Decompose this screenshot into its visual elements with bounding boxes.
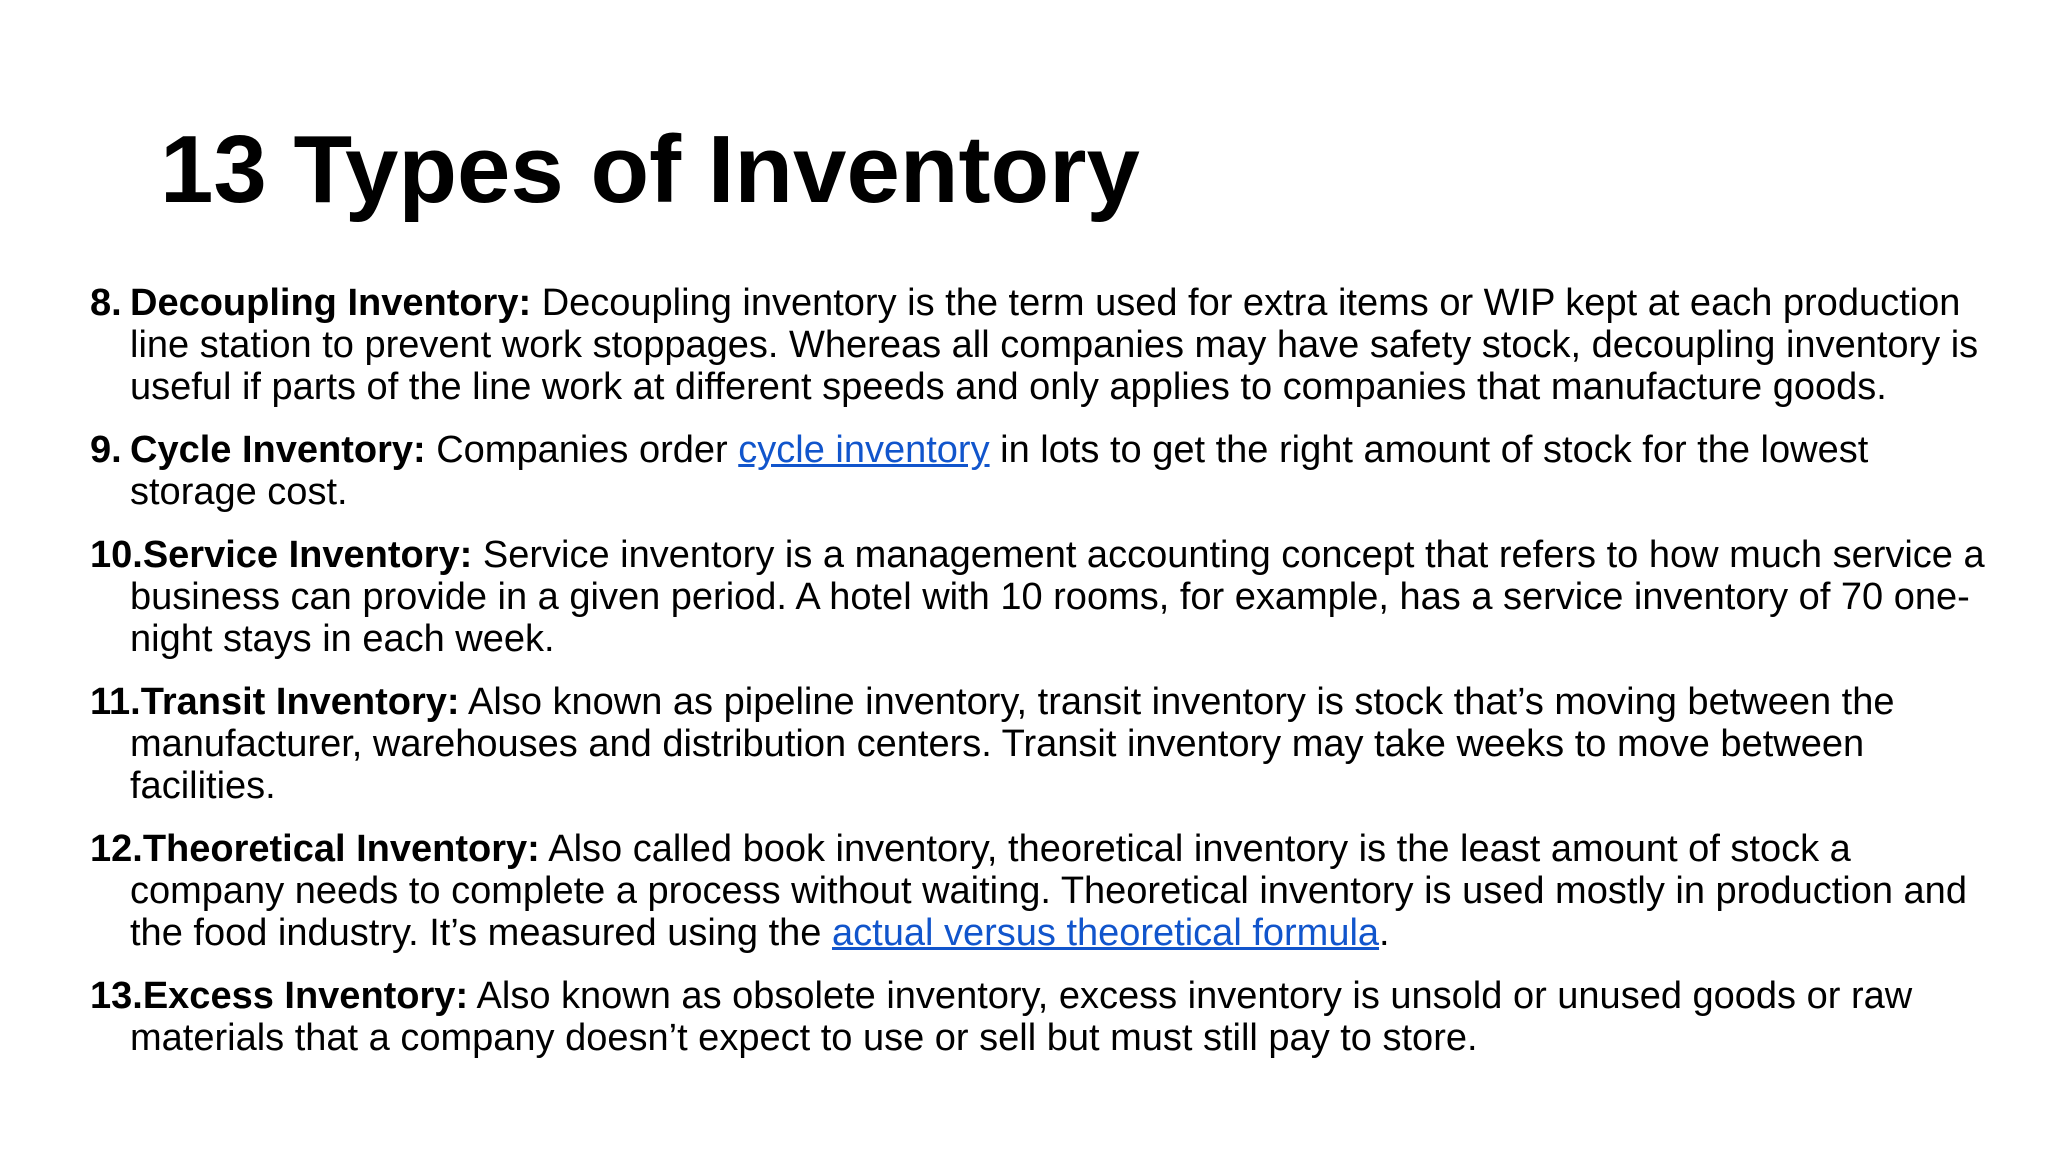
list-item (90, 282, 1990, 408)
list-item (90, 828, 1990, 954)
item-description: Decoupling inventory is the term used for extra items or WIP kept at each production line station to prevent work stoppages. Whereas all companies may have safety stock, decoupling inventory is useful if parts of the line work at different speeds and only applies to companies that manufacture goods. (130, 282, 1979, 408)
item-description: Service inventory is a management accounting concept that refers to how much service a business can provide in a given period. A hotel with 10 rooms, for example, has a service inventory of 70 one-night stays in each week. (130, 534, 1985, 660)
list-item (90, 681, 1990, 807)
list-item (90, 429, 1990, 513)
item-description: Also known as obsolete inventory, excess inventory is unsold or unused goods or raw materials that a company doesn’t expect to use or sell but must still pay to store. (130, 975, 1913, 1059)
cycle-inventory-link[interactable]: cycle inventory (738, 429, 990, 471)
item-term: Transit Inventory: (140, 681, 460, 723)
item-term: Decoupling Inventory: (130, 282, 532, 324)
actual-vs-theoretical-formula-link[interactable]: actual versus theoretical formula (832, 912, 1380, 954)
item-term: Service Inventory: (142, 534, 473, 576)
list-item (90, 975, 1990, 1059)
item-number: 8. (90, 282, 122, 324)
item-term: Theoretical Inventory: (142, 828, 540, 870)
item-number: 10. (90, 534, 143, 576)
item-description: Companies order (425, 429, 739, 471)
item-term: Excess Inventory: (142, 975, 469, 1017)
item-description: Also called book inventory, theoretical inventory is the least amount of stock a company needs to complete a process without waiting. Theoretical inventory is used mostly in production and the food industry. It’s measured using the (130, 828, 1967, 954)
item-number: 11. (90, 681, 141, 723)
inventory-types-list (90, 282, 1990, 1080)
item-number: 12. (90, 828, 143, 870)
item-number: 13. (90, 975, 143, 1017)
item-term: Cycle Inventory: (130, 429, 426, 471)
list-item (90, 534, 1990, 660)
item-number: 9. (90, 429, 122, 471)
slide-title: 13 Types of Inventory (160, 116, 1140, 223)
item-description: Also known as pipeline inventory, transit inventory is stock that’s moving between the manufacturer, warehouses and distribution centers. Transit inventory may take weeks to move between facilities. (130, 681, 1895, 807)
item-description-continued: in lots to get the right amount of stock for the lowest storage cost. (130, 429, 1869, 513)
item-description-continued: . (1379, 912, 1390, 954)
